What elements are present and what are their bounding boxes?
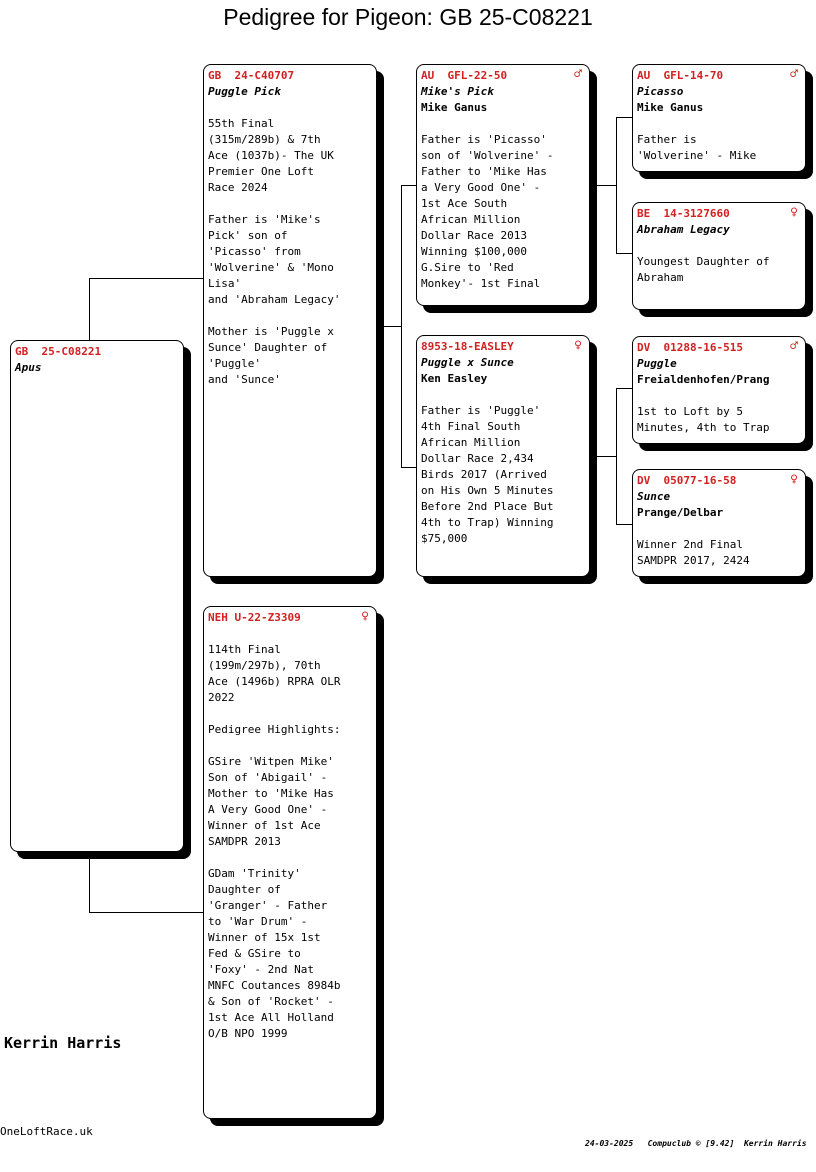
pigeon-notes: Winner 2nd Final SAMDPR 2017, 2424 bbox=[637, 538, 750, 567]
ring-number: DV 01288-16-515 bbox=[637, 341, 743, 354]
ring-number: NEH U-22-Z3309 bbox=[208, 611, 301, 624]
fancier-name: Kerrin Harris bbox=[4, 1034, 122, 1052]
pigeon-name: Picasso bbox=[637, 85, 684, 98]
female-icon: ♀ bbox=[790, 472, 798, 487]
connector-line bbox=[89, 278, 90, 340]
ring-number: 8953-18-EASLEY bbox=[421, 340, 514, 353]
footer-text: 24-03-2025 Compuclub © [9.42] Kerrin Harris bbox=[585, 1139, 807, 1148]
connector-line bbox=[89, 912, 204, 913]
pigeon-notes: 114th Final (199m/297b), 70th Ace (1496b) RPRA OLR 2022 Pedigree Highlights: GSire 'Witpen Mike' Son of 'Abigail' - Mother to 'Mike Has A Very Good One' - Winner of 1st Ace SAMDPR 2013 GDam 'Trinity' Daughter of 'Granger' - Father to 'War Drum' - Winner of 15x 1st Fed & GSire to 'Foxy' - 2nd Nat MNFC Coutances 8984b & Son of 'Rocket' - 1st Ace All Holland O/B NPO 1999 bbox=[208, 643, 341, 1040]
sire-card bbox=[203, 64, 377, 577]
connector-line bbox=[616, 117, 617, 253]
pigeon-notes: Father is 'Puggle' 4th Final South African Million Dollar Race 2,434 Birds 2017 (Arrived on His Own 5 Minutes Before 2nd Place But 4th to Trap) Winning $75,000 bbox=[421, 404, 554, 545]
pigeon-name: Abraham Legacy bbox=[637, 223, 730, 236]
connector-line bbox=[616, 117, 633, 118]
connector-line bbox=[401, 185, 417, 186]
connector-line bbox=[376, 326, 401, 327]
owner-name: Mike Ganus bbox=[637, 101, 704, 114]
dam-card bbox=[203, 606, 377, 1119]
sd-dam-card bbox=[632, 469, 806, 577]
connector-line bbox=[89, 278, 204, 279]
pigeon-name: Mike's Pick bbox=[421, 85, 494, 98]
sire-dam-card bbox=[416, 335, 590, 577]
connector-line bbox=[616, 524, 633, 525]
sd-sire-card bbox=[632, 336, 806, 444]
connector-line bbox=[616, 388, 617, 524]
ring-number: GB 25-C08221 bbox=[15, 345, 102, 358]
pigeon-name: Puggle Pick bbox=[208, 85, 281, 98]
male-icon: ♂ bbox=[574, 67, 582, 82]
connector-line bbox=[401, 467, 417, 468]
ring-number: BE 14-3127660 bbox=[637, 207, 730, 220]
subject-card bbox=[10, 340, 184, 852]
pigeon-notes: Youngest Daughter of Abraham bbox=[637, 255, 770, 284]
pigeon-notes: Father is 'Picasso' son of 'Wolverine' - Father to 'Mike Has a Very Good One' - 1st Ace South African Million Dollar Race 2013 Winning $100,000 G.Sire to 'Red Monkey'- 1st Final bbox=[421, 133, 554, 290]
pigeon-notes: 55th Final (315m/289b) & 7th Ace (1037b)- The UK Premier One Loft Race 2024 Father is 'Mike's Pick' son of 'Picasso' from 'Wolverine' & 'Mono Lisa' and 'Abraham Legacy' Mother is 'Puggle x Sunce' Daughter of 'Puggle' and 'Sunce' bbox=[208, 117, 341, 386]
ring-number: GB 24-C40707 bbox=[208, 69, 295, 82]
owner-name: Mike Ganus bbox=[421, 101, 488, 114]
female-icon: ♀ bbox=[361, 609, 369, 624]
connector-line bbox=[590, 185, 616, 186]
connector-line bbox=[590, 456, 616, 457]
pigeon-name: Sunce bbox=[637, 490, 671, 503]
ring-number: AU GFL-22-50 bbox=[421, 69, 508, 82]
male-icon: ♂ bbox=[790, 67, 798, 82]
ss-sire-card bbox=[632, 64, 806, 172]
owner-name: Freialdenhofen/Prang bbox=[637, 373, 770, 386]
owner-name: Ken Easley bbox=[421, 372, 488, 385]
ss-dam-card bbox=[632, 202, 806, 310]
ring-number: AU GFL-14-70 bbox=[637, 69, 724, 82]
male-icon: ♂ bbox=[790, 339, 798, 354]
pigeon-name: Puggle bbox=[637, 357, 677, 370]
connector-line bbox=[616, 253, 633, 254]
pigeon-name: Puggle x Sunce bbox=[421, 356, 514, 369]
website-text: OneLoftRace.uk bbox=[0, 1125, 93, 1138]
connector-line bbox=[401, 185, 402, 467]
sire-sire-card bbox=[416, 64, 590, 306]
connector-line bbox=[616, 388, 633, 389]
page-title: Pedigree for Pigeon: GB 25-C08221 bbox=[223, 4, 593, 30]
connector-line bbox=[89, 850, 90, 912]
pigeon-name: Apus bbox=[15, 361, 42, 374]
female-icon: ♀ bbox=[790, 205, 798, 220]
ring-number: DV 05077-16-58 bbox=[637, 474, 737, 487]
pigeon-notes: Father is 'Wolverine' - Mike bbox=[637, 133, 757, 162]
pigeon-notes: 1st to Loft by 5 Minutes, 4th to Trap bbox=[637, 405, 770, 434]
owner-name: Prange/Delbar bbox=[637, 506, 724, 519]
female-icon: ♀ bbox=[574, 338, 582, 353]
